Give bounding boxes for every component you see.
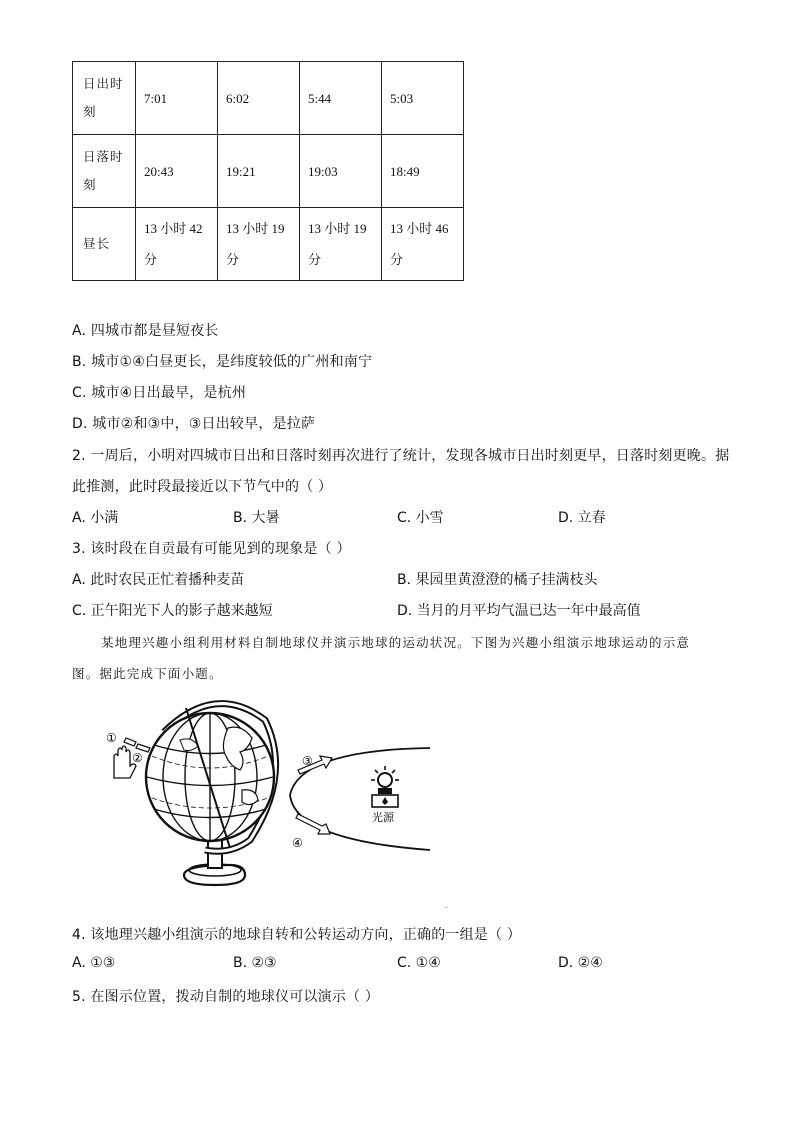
intro-line2: 图。据此完成下面小题。	[72, 666, 223, 681]
row-header-line: 刻	[83, 178, 97, 192]
q3-stem: 3. 该时段在自贡最有可能见到的现象是（ ）	[72, 541, 351, 557]
q3-option-c: C. 正午阳光下人的影子越来越短	[72, 603, 273, 619]
q2-option-a: A. 小满	[72, 510, 119, 526]
sunrise-sunset-table	[72, 61, 464, 281]
tiny-mark: ..	[444, 903, 448, 910]
q1-option-a: A. 四城市都是昼短夜长	[72, 323, 219, 339]
table-cell	[382, 208, 464, 281]
table-cell: 18:49	[382, 135, 464, 208]
cell-line: 13 小时 19	[226, 221, 285, 236]
q4-option-d: D. ②④	[558, 955, 603, 971]
mark-2: ②	[132, 751, 143, 765]
intro-line1: 某地理兴趣小组利用材料自制地球仪并演示地球的运动状况。下图为兴趣小组演示地球运动的示意	[101, 635, 691, 650]
q3-option-d: D. 当月的月平均气温已达一年中最高值	[397, 603, 641, 619]
table-cell	[300, 208, 382, 281]
q2-stem-line1: 2. 一周后，小明对四城市日出和日落时刻再次进行了统计，发现各城市日出时刻更早，日落时刻更晚。据	[72, 448, 730, 464]
q4-option-b: B. ②③	[233, 955, 277, 971]
table-cell	[218, 208, 300, 281]
light-source-icon	[371, 766, 399, 807]
table-row	[73, 62, 464, 135]
light-source-label: 光源	[372, 811, 394, 824]
rotation-arrow-icon	[124, 738, 136, 746]
row-header-line: 刻	[83, 105, 97, 119]
table-cell	[136, 208, 218, 281]
q2-stem-line2: 此推测，此时段最接近以下节气中的（ ）	[72, 479, 333, 495]
row-header	[73, 208, 136, 281]
mark-3: ③	[302, 754, 313, 768]
q2-option-b: B. 大暑	[233, 510, 280, 526]
cell-line: 分	[144, 252, 158, 267]
cell-line: 13 小时 19	[308, 221, 367, 236]
cell-line: 分	[308, 252, 322, 267]
table-cell: 19:03	[300, 135, 382, 208]
q5-stem: 5. 在图示位置，拨动自制的地球仪可以演示（ ）	[72, 989, 380, 1005]
q1-option-d: D. 城市②和③中，③日出较早，是拉萨	[72, 416, 316, 432]
q2-option-d: D. 立春	[558, 510, 606, 526]
row-header-line: 日落时	[83, 150, 124, 164]
table-cell: 19:21	[218, 135, 300, 208]
cell-line: 13 小时 42	[144, 221, 203, 236]
mark-1: ①	[106, 731, 117, 745]
q1-option-c: C. 城市④日出最早，是杭州	[72, 385, 247, 401]
cell-line: 分	[226, 252, 240, 267]
revolution-arrow-icon	[296, 814, 330, 834]
table-row	[73, 135, 464, 208]
table-cell: 5:44	[300, 62, 382, 135]
table-cell: 7:01	[136, 62, 218, 135]
row-header-line: 日出时	[83, 77, 124, 91]
cell-line: 分	[390, 252, 404, 267]
q3-option-a: A. 此时农民正忙着播种麦苗	[72, 572, 245, 588]
table-cell: 6:02	[218, 62, 300, 135]
cell-line: 13 小时 46	[390, 221, 449, 236]
table-row	[73, 208, 464, 281]
q4-option-a: A. ①③	[72, 955, 116, 971]
q2-option-c: C. 小雪	[397, 510, 444, 526]
row-header	[73, 62, 136, 135]
q4-stem: 4. 该地理兴趣小组演示的地球自转和公转运动方向，正确的一组是（ ）	[72, 927, 522, 943]
globe-figure	[100, 690, 430, 895]
table-cell: 20:43	[136, 135, 218, 208]
q4-option-c: C. ①④	[397, 955, 441, 971]
q3-option-b: B. 果园里黄澄澄的橘子挂满枝头	[397, 572, 598, 588]
row-header	[73, 135, 136, 208]
row-header-line: 昼长	[83, 236, 111, 251]
q1-option-b: B. 城市①④白昼更长，是纬度较低的广州和南宁	[72, 354, 373, 370]
table-cell: 5:03	[382, 62, 464, 135]
mark-4: ④	[292, 836, 303, 850]
